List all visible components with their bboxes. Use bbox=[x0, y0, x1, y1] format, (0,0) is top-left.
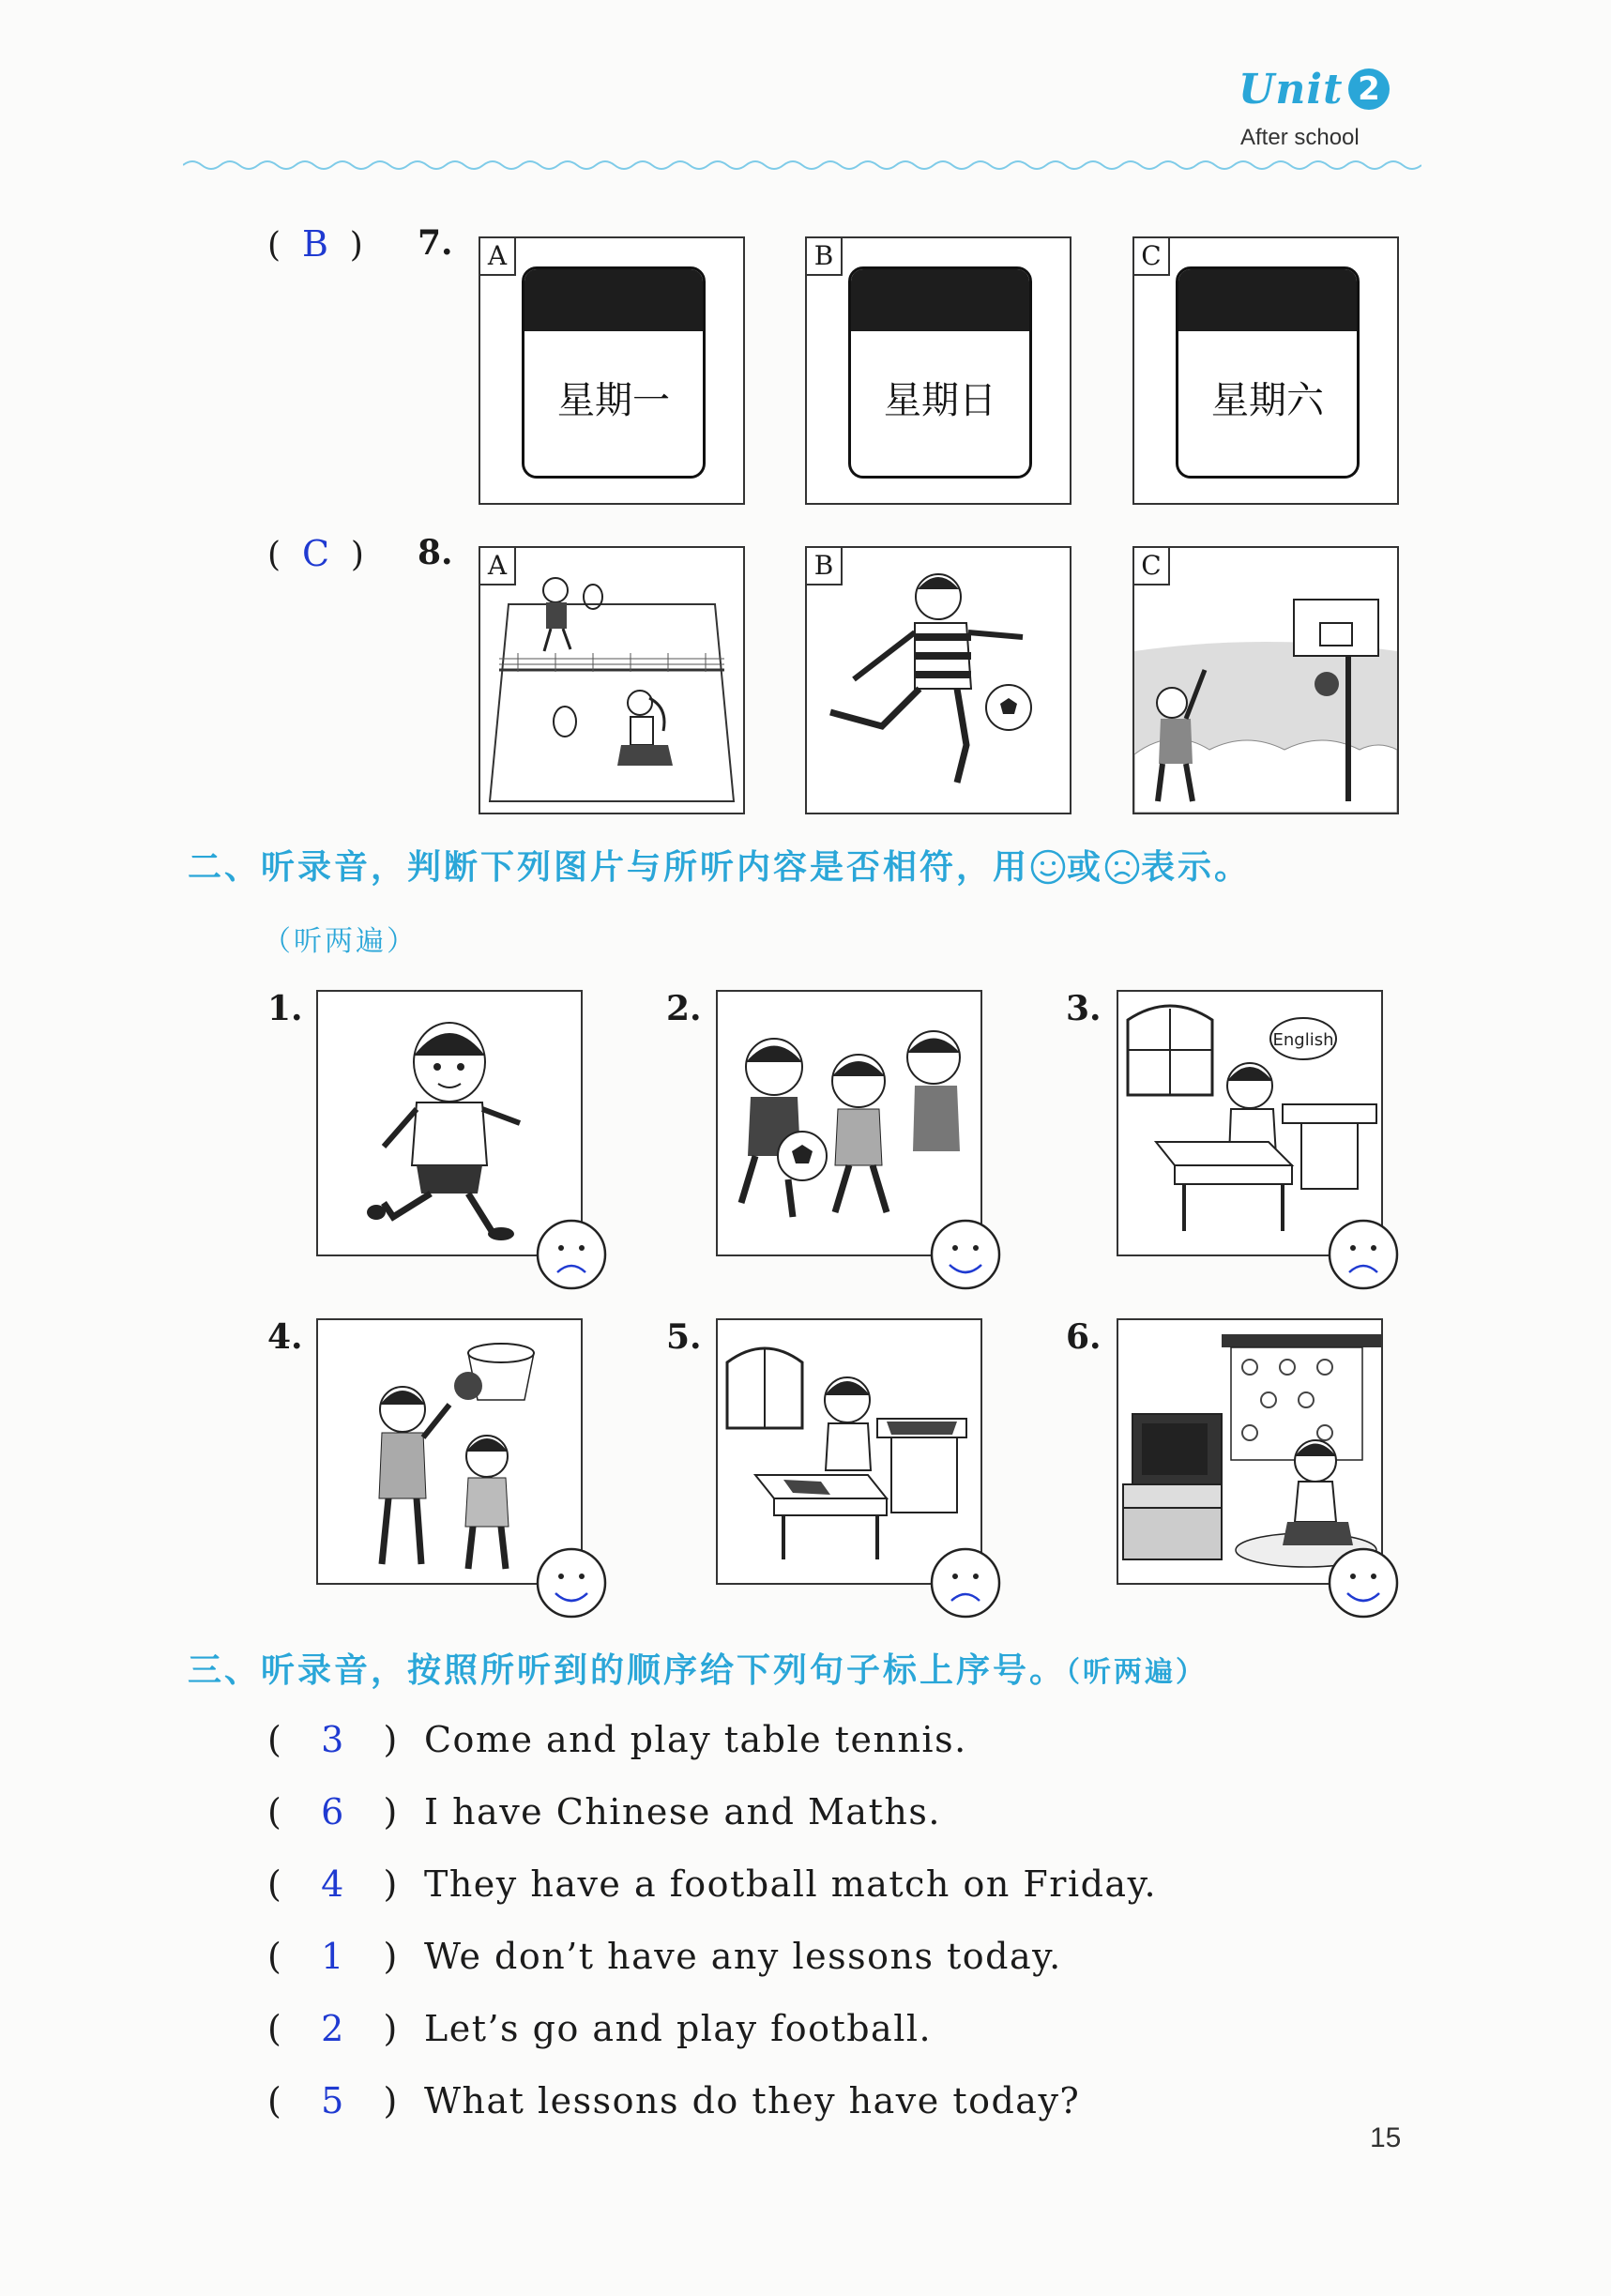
q8-answer-parens: ( C ) bbox=[267, 533, 364, 574]
q7-answer-parens: ( B ) bbox=[267, 223, 363, 265]
picture-1-number: 1. bbox=[267, 989, 303, 1028]
calendar-text: 星期六 bbox=[1211, 379, 1324, 422]
calendar-card bbox=[522, 266, 706, 479]
unit-number-badge: 2 bbox=[1348, 68, 1390, 110]
happy-face-icon bbox=[1029, 848, 1067, 886]
q8-option-b bbox=[805, 546, 1071, 814]
section-2-note: （听两遍） bbox=[263, 925, 418, 958]
picture-2 bbox=[716, 990, 982, 1256]
page-number: 15 bbox=[1370, 2122, 1402, 2153]
picture-3-number: 3. bbox=[1066, 989, 1102, 1028]
list-item: ( 4 ) They have a football match on Friday. bbox=[267, 1863, 1158, 1905]
list-item: ( 5 ) What lessons do they have today? bbox=[267, 2080, 1081, 2121]
q8-answer: C bbox=[301, 533, 330, 574]
q7-answer: B bbox=[301, 223, 328, 265]
q7-option-c bbox=[1132, 236, 1399, 505]
sentence-answer: 1 bbox=[321, 1936, 345, 1977]
option-label: C bbox=[1132, 546, 1170, 585]
calendar-text: 星期一 bbox=[557, 379, 670, 422]
calendar-card bbox=[1176, 266, 1360, 479]
calendar-text: 星期日 bbox=[884, 379, 996, 422]
picture-4 bbox=[316, 1318, 583, 1585]
picture-1 bbox=[316, 990, 583, 1256]
picture-3 bbox=[1117, 990, 1383, 1256]
list-item: ( 2 ) Let’s go and play football. bbox=[267, 2008, 933, 2049]
picture-1-sad-face-icon bbox=[535, 1218, 608, 1291]
calendar-card bbox=[848, 266, 1032, 479]
speech-bubble-text: English bbox=[1272, 1030, 1334, 1050]
picture-6-happy-face-icon bbox=[1327, 1546, 1400, 1619]
q8-number: 8. bbox=[418, 533, 453, 572]
sentence-text: I have Chinese and Maths. bbox=[423, 1791, 941, 1832]
picture-5 bbox=[716, 1318, 982, 1585]
sentence-text: We don’t have any lessons today. bbox=[423, 1936, 1062, 1977]
table-tennis-picture bbox=[480, 548, 743, 813]
football-picture bbox=[807, 548, 1070, 813]
option-label: A bbox=[479, 546, 516, 585]
basketball-picture bbox=[1134, 548, 1397, 813]
basketball-boys-picture bbox=[318, 1320, 581, 1583]
watching-tv-picture bbox=[1118, 1320, 1381, 1583]
list-item: ( 6 ) I have Chinese and Maths. bbox=[267, 1791, 941, 1832]
sentence-answer: 6 bbox=[321, 1791, 345, 1832]
picture-4-happy-face-icon bbox=[535, 1546, 608, 1619]
q7-option-b bbox=[805, 236, 1071, 505]
sentence-answer: 4 bbox=[321, 1863, 345, 1905]
q8-option-a bbox=[479, 546, 745, 814]
sentence-text: Come and play table tennis. bbox=[423, 1719, 967, 1760]
option-label: B bbox=[805, 546, 843, 585]
sentence-text: They have a football match on Friday. bbox=[423, 1863, 1158, 1905]
sentence-answer: 5 bbox=[321, 2080, 345, 2121]
picture-3-sad-face-icon bbox=[1327, 1218, 1400, 1291]
picture-4-number: 4. bbox=[267, 1317, 303, 1357]
option-label: B bbox=[805, 236, 843, 276]
boys-football-picture bbox=[718, 992, 980, 1254]
list-item: ( 3 ) Come and play table tennis. bbox=[267, 1719, 967, 1760]
q7-number: 7. bbox=[418, 223, 453, 263]
picture-2-number: 2. bbox=[666, 989, 702, 1028]
classroom-boy-picture bbox=[718, 1320, 980, 1583]
picture-6-number: 6. bbox=[1066, 1317, 1102, 1357]
section-3-title: 三、听录音，按照所听到的顺序给下列句子标上序号。（听两遍） bbox=[188, 1651, 1208, 1690]
picture-5-number: 5. bbox=[666, 1317, 702, 1357]
picture-5-sad-face-icon bbox=[929, 1546, 1002, 1619]
unit-subtitle: After school bbox=[1240, 125, 1360, 150]
sentence-text: What lessons do they have today? bbox=[423, 2080, 1081, 2121]
picture-2-happy-face-icon bbox=[929, 1218, 1002, 1291]
running-boy-picture bbox=[318, 992, 581, 1254]
q8-option-c bbox=[1132, 546, 1399, 814]
header-wave-divider bbox=[183, 158, 1421, 173]
option-label: A bbox=[479, 236, 516, 276]
sentence-answer: 3 bbox=[321, 1719, 345, 1760]
section-2-title: 二、听录音，判断下列图片与所听内容是否相符，用 或 表示。 bbox=[188, 848, 1252, 887]
q7-option-a bbox=[479, 236, 745, 505]
english-class-picture bbox=[1118, 992, 1381, 1254]
list-item: ( 1 ) We don’t have any lessons today. bbox=[267, 1936, 1062, 1977]
sad-face-icon bbox=[1103, 848, 1141, 886]
sentence-answer: 2 bbox=[321, 2008, 345, 2049]
section-3-note: （听两遍） bbox=[1066, 1656, 1208, 1689]
picture-6 bbox=[1117, 1318, 1383, 1585]
sentence-text: Let’s go and play football. bbox=[423, 2008, 933, 2049]
sentence-list bbox=[267, 1719, 1157, 2152]
option-label: C bbox=[1132, 236, 1170, 276]
unit-title: Unit 2 bbox=[1239, 66, 1390, 114]
